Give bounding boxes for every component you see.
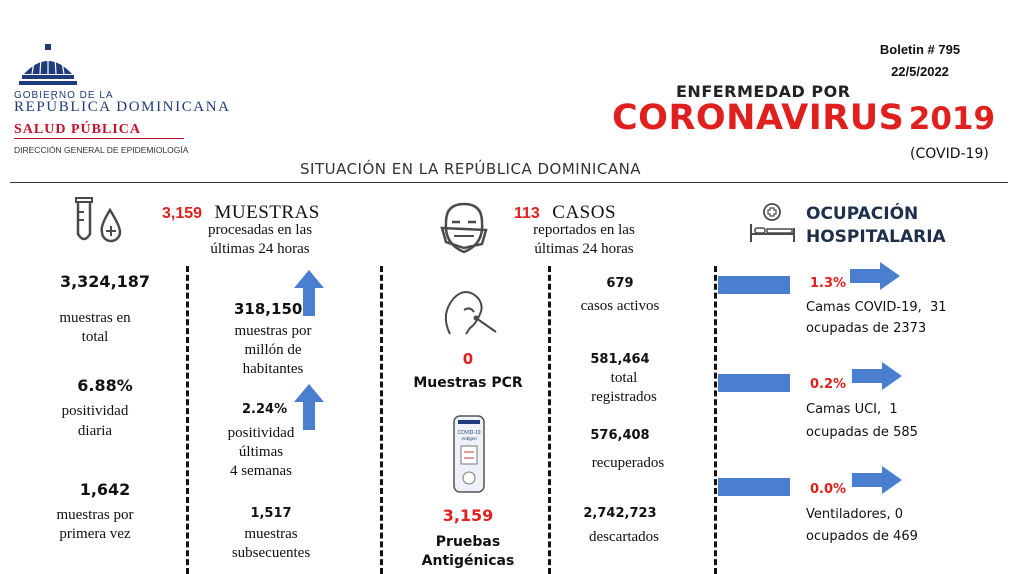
casos-header: [514, 202, 616, 224]
uci-beds-bar: [718, 374, 790, 392]
ventilators-pct: 0.0%: [810, 482, 847, 497]
total-samples-value: 3,324,187: [59, 272, 151, 291]
logo-line4: DIRECCIÓN GENERAL DE EPIDEMIOLOGÍA: [14, 145, 189, 155]
total-samples-label1: muestras en: [59, 310, 131, 326]
up-arrow-icon: [294, 384, 324, 430]
ventilators-label2: ocupados de 469: [806, 529, 918, 544]
covid-beds-bar: [718, 276, 790, 294]
nasal-swab-icon: [436, 284, 500, 344]
first-time-label1: muestras por: [56, 507, 134, 523]
logo-divider: [14, 138, 184, 139]
logo: [14, 42, 284, 162]
subsequent-value: 1,517: [250, 506, 292, 521]
masked-face-icon: [436, 200, 492, 256]
active-cases-value: 679: [606, 276, 634, 291]
logo-line2: REPÚBLICA DOMINICANA: [14, 99, 231, 115]
right-arrow-icon: [852, 362, 902, 390]
divider-4: [714, 266, 717, 574]
subsequent-label2: subsecuentes: [231, 545, 311, 561]
first-time-label2: primera vez: [59, 526, 131, 542]
discarded-label: descartados: [589, 529, 659, 545]
positivity-4w-label3: 4 semanas: [229, 463, 293, 479]
coat-of-arms-icon: [16, 44, 80, 90]
antigen-label2: Antigénicas: [421, 553, 515, 569]
total-samples-label2: total: [81, 329, 109, 345]
logo-line3: SALUD PÚBLICA: [14, 122, 141, 137]
right-arrow-icon: [852, 466, 902, 494]
muestras-title: MUESTRAS: [214, 202, 320, 223]
per-million-value: 318,150: [234, 300, 303, 318]
daily-positivity-value: 6.88%: [77, 376, 133, 395]
title-pretitle: ENFERMEDAD POR: [676, 82, 851, 101]
positivity-4w-label2: últimas: [238, 444, 284, 460]
title-main: CORONAVIRUS: [612, 98, 905, 138]
uci-beds-label1: Camas UCI, 1: [806, 402, 898, 417]
pcr-label: Muestras PCR: [413, 375, 523, 391]
page-title: [612, 98, 995, 138]
muestras-sub2: últimas 24 horas: [210, 241, 310, 257]
ocupacion-title1: OCUPACIÓN: [806, 204, 919, 224]
recovered-value: 576,408: [590, 428, 650, 443]
situation-heading: SITUACIÓN EN LA REPÚBLICA DOMINICANA: [300, 160, 642, 178]
divider-1: [186, 266, 189, 574]
casos-sub1: reportados en las: [533, 222, 635, 238]
recovered-label: recuperados: [591, 455, 665, 471]
bulletin-date: 22/5/2022: [891, 64, 949, 79]
first-time-value: 1,642: [79, 480, 131, 499]
logo-line1: GOBIERNO DE LA: [14, 90, 114, 101]
uci-beds-label2: ocupadas de 585: [806, 425, 918, 440]
casos-sub2: últimas 24 horas: [534, 241, 634, 257]
uci-beds-pct: 0.2%: [810, 377, 847, 392]
per-million-label1: muestras por: [234, 323, 312, 339]
muestras-count: 3,159: [162, 205, 203, 222]
pcr-value: 0: [462, 350, 474, 368]
casos-title: CASOS: [552, 202, 617, 223]
hospital-bed-icon: [748, 202, 798, 244]
muestras-header: [162, 202, 320, 224]
muestras-sub1: procesadas en las: [207, 222, 313, 238]
antigen-test-text2: Antigen: [461, 436, 477, 441]
per-million-label3: habitantes: [242, 361, 304, 377]
bulletin-number: Boletin # 795: [879, 42, 961, 57]
ventilators-bar: [718, 478, 790, 496]
antigen-value: 3,159: [442, 506, 494, 525]
daily-positivity-label1: positividad: [61, 403, 129, 419]
right-arrow-icon: [850, 262, 900, 290]
antigen-test-icon: [452, 414, 486, 494]
covid-beds-label2: ocupadas de 2373: [806, 321, 927, 336]
discarded-value: 2,742,723: [583, 506, 657, 521]
antigen-test-text1: COVID-19: [457, 430, 481, 436]
per-million-label2: millón de: [244, 342, 302, 358]
covid-beds-label1: Camas COVID-19, 31: [806, 300, 947, 315]
test-tube-drop-icon: [72, 196, 128, 246]
registered-label1: total: [610, 370, 638, 386]
title-year: 2019: [908, 101, 996, 137]
casos-count: 113: [514, 205, 540, 222]
divider-3: [548, 266, 551, 574]
positivity-4w-value: 2.24%: [242, 402, 288, 417]
registered-value: 581,464: [590, 352, 650, 367]
subsequent-label1: muestras: [244, 526, 298, 542]
antigen-label1: Pruebas: [435, 534, 501, 550]
daily-positivity-label2: diaria: [77, 423, 113, 439]
header-rule: [10, 182, 1008, 183]
covid-beds-pct: 1.3%: [810, 276, 847, 291]
divider-2: [380, 266, 383, 574]
ocupacion-title2: HOSPITALARIA: [806, 227, 946, 247]
ventilators-label1: Ventiladores, 0: [806, 507, 903, 522]
registered-label2: registrados: [591, 389, 657, 405]
up-arrow-icon: [294, 270, 324, 316]
active-cases-label: casos activos: [580, 298, 660, 314]
positivity-4w-label1: positividad: [227, 425, 295, 441]
title-subtitle: (COVID-19): [910, 146, 989, 162]
